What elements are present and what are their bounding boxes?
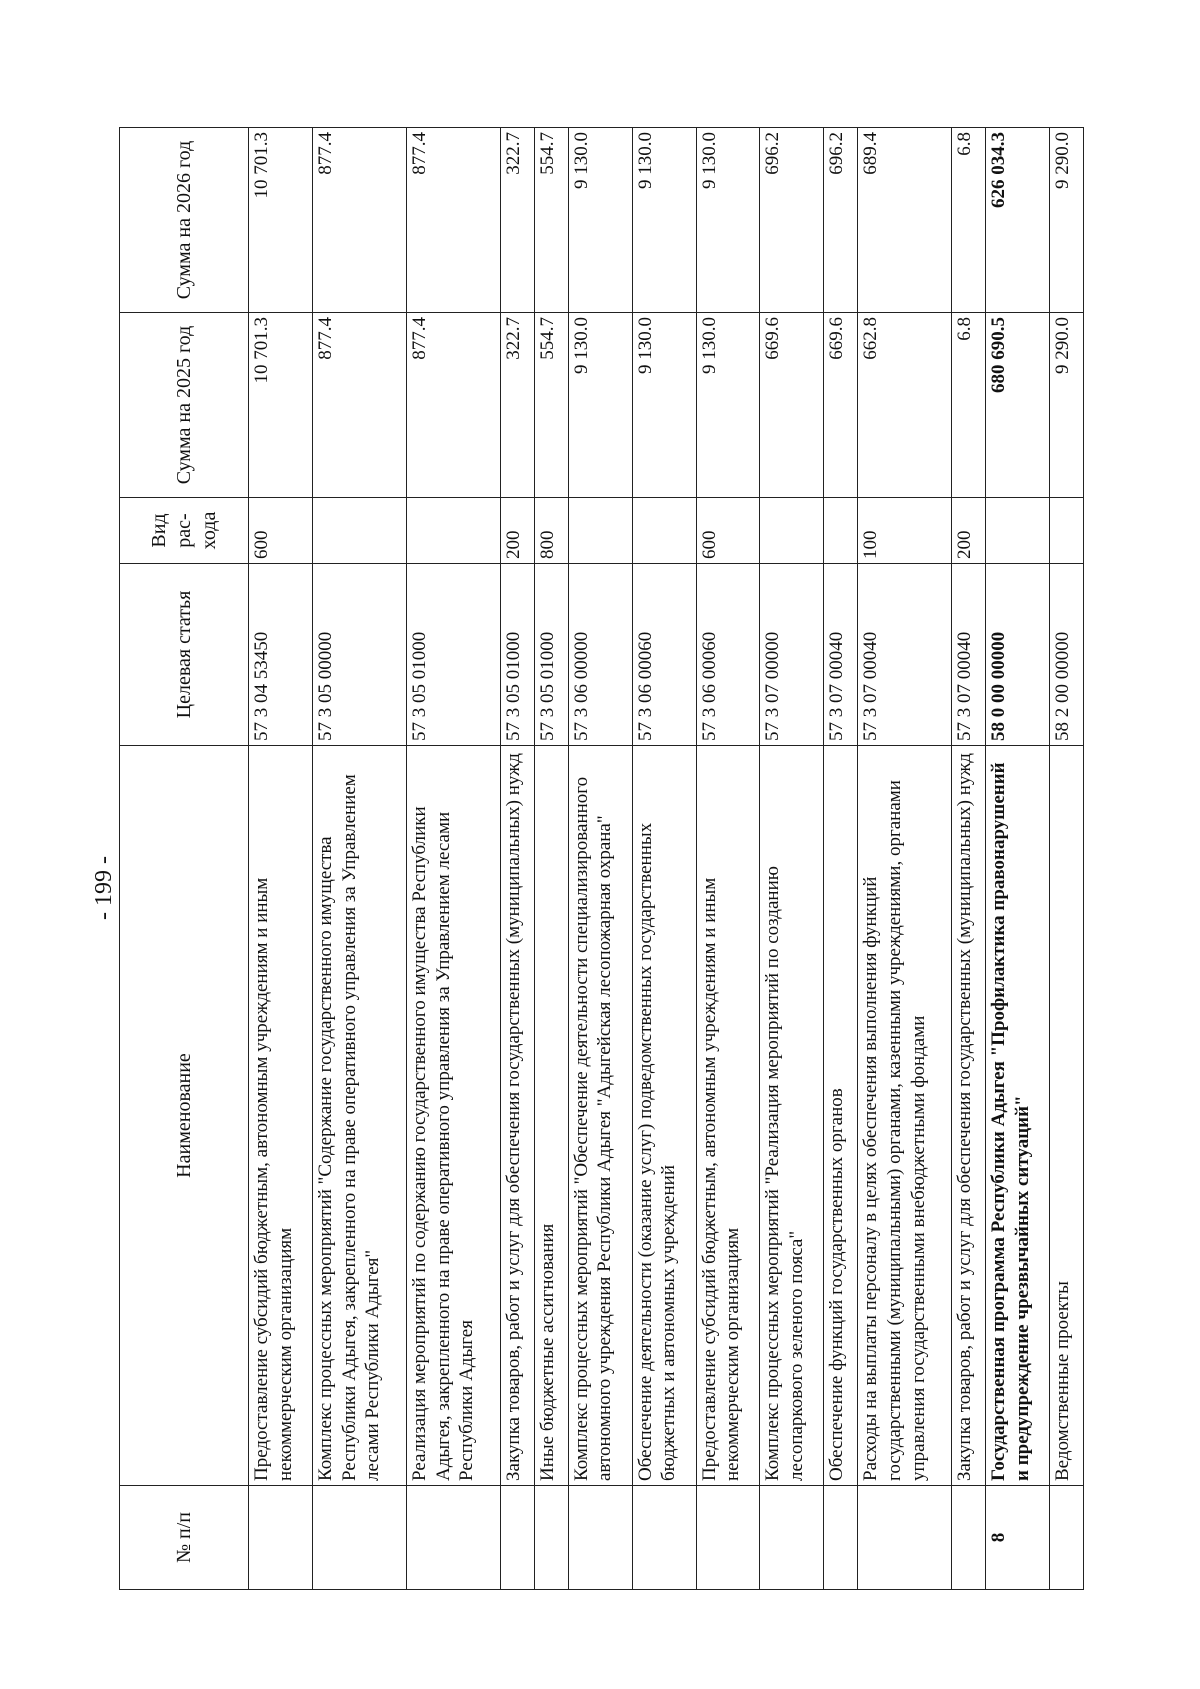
row-kind: 200 [952, 498, 986, 564]
row-sum-2025: 6.8 [952, 313, 986, 498]
row-sum-2025: 877.4 [406, 313, 500, 498]
row-kind [632, 498, 696, 564]
row-sum-2026: 9 130.0 [568, 128, 632, 313]
table-header-row [120, 128, 249, 1590]
table-row [824, 128, 858, 1590]
row-code: 57 3 07 00040 [952, 564, 986, 746]
row-no [500, 1486, 534, 1590]
row-no [952, 1486, 986, 1590]
row-no [249, 1486, 313, 1590]
row-code: 58 0 00 00000 [986, 564, 1050, 746]
header-kind: Вид рас-хода [120, 498, 249, 564]
row-no [858, 1486, 952, 1590]
row-kind: 600 [249, 498, 313, 564]
row-code: 57 3 07 00000 [760, 564, 824, 746]
row-code: 57 3 05 01000 [500, 564, 534, 746]
row-sum-2026: 554.7 [534, 128, 568, 313]
budget-table [119, 127, 1084, 1590]
row-sum-2025: 9 130.0 [568, 313, 632, 498]
row-name: Закупка товаров, работ и услуг для обеспечения государственных (муниципальных) нужд [952, 746, 986, 1486]
budget-table-container [119, 128, 1084, 1590]
row-kind [986, 498, 1050, 564]
row-code: 57 3 06 00060 [696, 564, 760, 746]
row-no [760, 1486, 824, 1590]
table-row [760, 128, 824, 1590]
row-sum-2026: 626 034.3 [986, 128, 1050, 313]
table-row [858, 128, 952, 1590]
row-sum-2025: 554.7 [534, 313, 568, 498]
row-code: 57 3 05 01000 [534, 564, 568, 746]
row-name: Реализация мероприятий по содержанию государственного имущества Республики Адыгея, закрепленного на праве оперативного управления за Управлением лесами Республики Адыгея [406, 746, 500, 1486]
row-sum-2026: 877.4 [406, 128, 500, 313]
row-sum-2025: 9 130.0 [696, 313, 760, 498]
table-row-program-total [986, 128, 1050, 1590]
row-code: 57 3 07 00040 [824, 564, 858, 746]
row-code: 57 3 07 00040 [858, 564, 952, 746]
row-sum-2025: 9 130.0 [632, 313, 696, 498]
row-name: Комплекс процессных мероприятий "Содержание государственного имущества Республики Адыгея, закрепленного на праве оперативного управления за Управлением лесами Республики Адыгея" [312, 746, 406, 1486]
row-sum-2026: 696.2 [824, 128, 858, 313]
header-name: Наименование [120, 746, 249, 1486]
table-row [249, 128, 313, 1590]
row-kind: 100 [858, 498, 952, 564]
row-name: Ведомственные проекты [1050, 746, 1084, 1486]
row-sum-2025: 669.6 [824, 313, 858, 498]
table-row [500, 128, 534, 1590]
row-name: Государственная программа Республики Адыгея "Профилактика правонарушений и предупреждение чрезвычайных ситуаций" [986, 746, 1050, 1486]
row-name: Обеспечение деятельности (оказание услуг) подведомственных государственных бюджетных и автономных учреждений [632, 746, 696, 1486]
row-no [632, 1486, 696, 1590]
row-sum-2026: 9 130.0 [632, 128, 696, 313]
row-code: 57 3 04 53450 [249, 564, 313, 746]
row-sum-2026: 6.8 [952, 128, 986, 313]
row-sum-2025: 10 701.3 [249, 313, 313, 498]
row-name: Иные бюджетные ассигнования [534, 746, 568, 1486]
row-no: 8 [986, 1486, 1050, 1590]
row-kind [760, 498, 824, 564]
row-sum-2026: 689.4 [858, 128, 952, 313]
row-sum-2026: 877.4 [312, 128, 406, 313]
row-kind [824, 498, 858, 564]
table-row [406, 128, 500, 1590]
row-kind [406, 498, 500, 564]
row-kind: 800 [534, 498, 568, 564]
row-code: 58 2 00 00000 [1050, 564, 1084, 746]
row-sum-2025: 877.4 [312, 313, 406, 498]
row-no [568, 1486, 632, 1590]
table-row [312, 128, 406, 1590]
row-no [534, 1486, 568, 1590]
row-sum-2025: 680 690.5 [986, 313, 1050, 498]
row-kind [568, 498, 632, 564]
row-kind [312, 498, 406, 564]
header-sum-2025: Сумма на 2025 год [120, 313, 249, 498]
row-name: Обеспечение функций государственных органов [824, 746, 858, 1486]
row-name: Комплекс процессных мероприятий "Реализация мероприятий по созданию лесопаркового зеленого пояса" [760, 746, 824, 1486]
header-no: № п/п [120, 1486, 249, 1590]
row-sum-2025: 9 290.0 [1050, 313, 1084, 498]
table-row [568, 128, 632, 1590]
row-kind: 200 [500, 498, 534, 564]
row-sum-2025: 322.7 [500, 313, 534, 498]
page-number: - 199 - [90, 856, 117, 920]
table-row [534, 128, 568, 1590]
header-sum-2026: Сумма на 2026 год [120, 128, 249, 313]
row-no [696, 1486, 760, 1590]
row-kind: 600 [696, 498, 760, 564]
row-sum-2025: 662.8 [858, 313, 952, 498]
row-sum-2026: 9 130.0 [696, 128, 760, 313]
table-row [696, 128, 760, 1590]
row-code: 57 3 06 00060 [632, 564, 696, 746]
row-code: 57 3 06 00000 [568, 564, 632, 746]
table-row [632, 128, 696, 1590]
row-code: 57 3 05 00000 [312, 564, 406, 746]
row-sum-2026: 696.2 [760, 128, 824, 313]
row-name: Комплекс процессных мероприятий "Обеспечение деятельности специализированного автономного учреждения Республики Адыгея "Адыгейская лесопожарная охрана" [568, 746, 632, 1486]
row-no [406, 1486, 500, 1590]
row-name: Закупка товаров, работ и услуг для обеспечения государственных (муниципальных) нужд [500, 746, 534, 1486]
row-name: Расходы на выплаты персоналу в целях обеспечения выполнения функций государственными (муниципальными) органами, казенными учреждениями, органами управления государственными внебюджетными фондами [858, 746, 952, 1486]
row-kind [1050, 498, 1084, 564]
row-sum-2026: 10 701.3 [249, 128, 313, 313]
row-sum-2026: 322.7 [500, 128, 534, 313]
row-name: Предоставление субсидий бюджетным, автономным учреждениям и иным некоммерческим организациям [696, 746, 760, 1486]
row-sum-2025: 669.6 [760, 313, 824, 498]
row-sum-2026: 9 290.0 [1050, 128, 1084, 313]
header-code: Целевая статья [120, 564, 249, 746]
row-code: 57 3 05 01000 [406, 564, 500, 746]
row-name: Предоставление субсидий бюджетным, автономным учреждениям и иным некоммерческим организациям [249, 746, 313, 1486]
table-row [1050, 128, 1084, 1590]
row-no [824, 1486, 858, 1590]
row-no [312, 1486, 406, 1590]
row-no [1050, 1486, 1084, 1590]
table-row [952, 128, 986, 1590]
